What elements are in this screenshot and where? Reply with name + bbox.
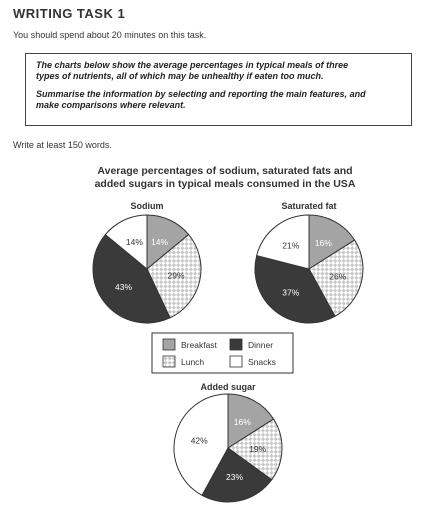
pie-chart-sodium (93, 201, 201, 323)
word-count-note: Write at least 150 words. (13, 140, 112, 150)
pie-slice-label: 42% (190, 435, 208, 446)
pie-slice-label: 37% (282, 287, 300, 298)
pie-slice-label: 43% (114, 282, 133, 293)
chart-legend (152, 333, 293, 373)
pie-title: Added sugar (200, 382, 256, 392)
legend-label: Snacks (248, 357, 276, 367)
prompt-line: The charts below show the average percentages in typical meals of three (36, 60, 349, 70)
legend-label: Breakfast (181, 340, 217, 350)
pie-title: Sodium (130, 201, 164, 211)
legend-swatch-dinner (230, 339, 242, 350)
legend-swatch-snacks (230, 356, 242, 367)
legend-swatch-lunch (163, 356, 175, 367)
pie-slice-label: 16% (314, 238, 332, 248)
figure-title-line: Average percentages of sodium, saturated fats and (97, 165, 353, 177)
pie-slice-label: 23% (225, 472, 244, 482)
pie-chart-saturated-fat (255, 201, 363, 323)
prompt-line: Summarise the information by selecting and reporting the main features, and (36, 89, 366, 99)
pie-title: Saturated fat (281, 201, 337, 211)
pie-slice-label: 26% (329, 271, 347, 282)
prompt-line: make comparisons where relevant. (36, 100, 186, 110)
pie-slice-label: 14% (151, 237, 169, 248)
pie-slice-label: 21% (282, 240, 300, 251)
task-instruction: You should spend about 20 minutes on this task. (13, 30, 207, 40)
legend-label: Lunch (181, 357, 205, 367)
pie-slice-label: 29% (167, 270, 185, 281)
pie-slice-label: 14% (125, 237, 143, 248)
task-heading: WRITING TASK 1 (13, 6, 126, 21)
pie-slice-label: 19% (249, 443, 267, 454)
pie-slice-label: 16% (233, 417, 251, 427)
figure-title-line: added sugars in typical meals consumed in the USA (94, 178, 356, 190)
legend-label: Dinner (248, 340, 274, 350)
prompt-line: types of nutrients, all of which may be unhealthy if eaten too much. (36, 71, 324, 81)
legend-swatch-breakfast (163, 339, 175, 350)
pie-chart-added-sugar (174, 382, 282, 502)
